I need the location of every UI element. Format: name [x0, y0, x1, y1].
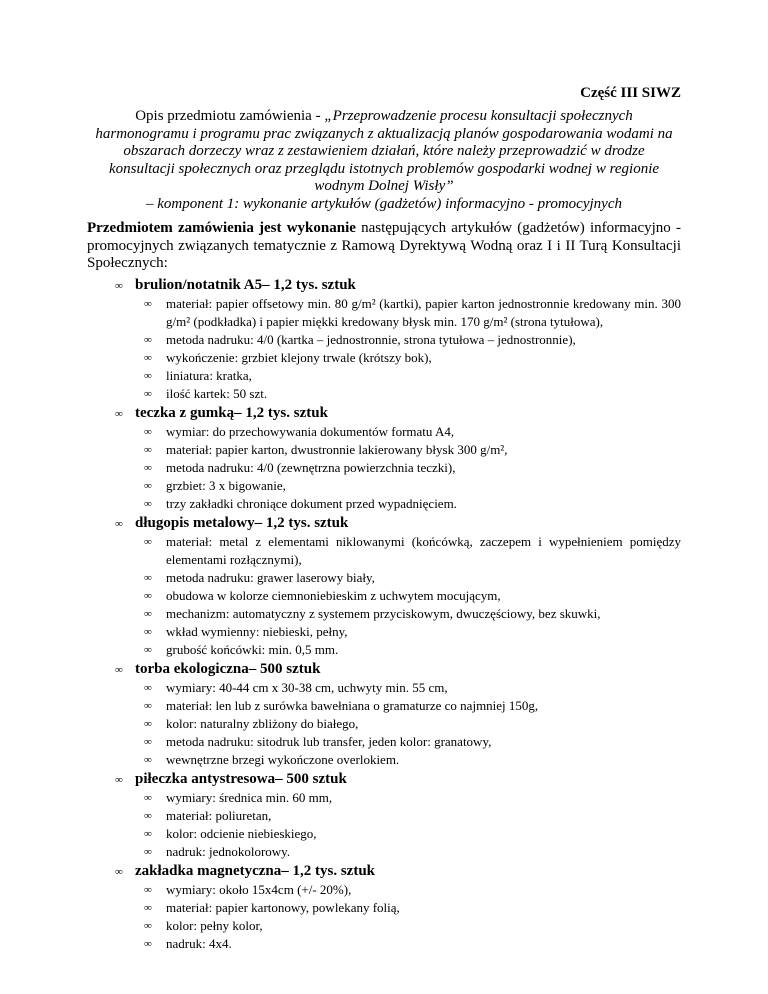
spec-text: mechanizm: automatyczny z systemem przyciskowym, dwuczęściowy, bez skuwki, — [166, 606, 601, 621]
spec-list-item — [87, 807, 681, 825]
bullet-icon: ∞ — [144, 370, 152, 382]
bullet-icon: ∞ — [144, 718, 152, 730]
item-quantity: – 500 sztuk — [275, 771, 347, 787]
spec-text: wymiary: około 15x4cm (+/- 20%), — [166, 882, 352, 897]
title-project-name: „Przeprowadzenie procesu konsultacji społecznych harmonogramu i programu prac związanych z aktualizacją planów gospodarowania wodami na obszarach dorzeczy wraz z zestawieniem działań, które należy przeprowadzić w drodze konsultacji społecznych oraz przeglądu istotnych problemów gospodarki wodnej w regionie wodnym Dolnej Wisły” — [95, 108, 673, 194]
item-spec-list — [87, 533, 681, 659]
spec-list-item — [87, 533, 681, 569]
bullet-icon: ∞ — [144, 334, 152, 346]
bullet-icon: ∞ — [144, 792, 152, 804]
bullet-icon: ∞ — [144, 846, 152, 858]
spec-list-item — [87, 477, 681, 495]
item-quantity: – 1,2 tys. sztuk — [262, 277, 356, 293]
intro-paragraph — [87, 220, 681, 273]
bullet-icon: ∞ — [115, 408, 123, 420]
spec-list-item — [87, 623, 681, 641]
spec-text: materiał: metal z elementami niklowanymi (końcówką, zaczepem i wypełnieniem pomiędzy elementami rozłącznymi), — [166, 534, 681, 567]
bullet-icon: ∞ — [144, 920, 152, 932]
part-header: Część III SIWZ — [580, 85, 681, 101]
spec-text: wymiary: średnica min. 60 mm, — [166, 790, 333, 805]
spec-text: materiał: papier karton, dwustronnie lakierowany błysk 300 g/m², — [166, 442, 508, 457]
spec-list-item — [87, 935, 681, 953]
item-name: długopis metalowy — [135, 515, 255, 531]
item-quantity: – 1,2 tys. sztuk — [234, 405, 328, 421]
title-lead: Opis przedmiotu zamówienia - — [135, 108, 325, 124]
title-component: – komponent 1: wykonanie artykułów (gadżetów) informacyjno - promocyjnych — [145, 195, 622, 212]
item-name: piłeczka antystresowa — [135, 771, 276, 787]
bullet-icon: ∞ — [144, 810, 152, 822]
item-section-heading — [87, 513, 681, 533]
spec-list-item — [87, 349, 681, 367]
bullet-icon: ∞ — [115, 518, 123, 530]
item-section-heading — [87, 403, 681, 423]
spec-list-item — [87, 641, 681, 659]
spec-list-item — [87, 825, 681, 843]
bullet-icon: ∞ — [144, 480, 152, 492]
bullet-icon: ∞ — [115, 280, 123, 292]
spec-list-item — [87, 295, 681, 331]
spec-list-item — [87, 881, 681, 899]
spec-text: wkład wymienny: niebieski, pełny, — [166, 624, 348, 639]
spec-text: materiał: papier kartonowy, powlekany folią, — [166, 900, 400, 915]
document-title — [90, 108, 678, 213]
spec-text: trzy zakładki chroniące dokument przed wypadnięciem. — [166, 496, 457, 511]
bullet-icon: ∞ — [144, 736, 152, 748]
bullet-icon: ∞ — [144, 590, 152, 602]
spec-text: metoda nadruku: 4/0 (kartka – jednostronnie, strona tytułowa – jednostronnie), — [166, 332, 576, 347]
spec-text: wewnętrzne brzegi wykończone overlokiem. — [166, 752, 400, 767]
spec-text: kolor: pełny kolor, — [166, 918, 263, 933]
item-name: zakładka magnetyczna — [135, 863, 282, 879]
item-spec-list — [87, 295, 681, 403]
spec-text: nadruk: jednokolorowy. — [166, 844, 291, 859]
bullet-icon: ∞ — [144, 444, 152, 456]
spec-list-item — [87, 385, 681, 403]
item-quantity: – 1,2 tys. sztuk — [254, 515, 349, 531]
spec-text: grubość końcówki: min. 0,5 mm. — [166, 642, 339, 657]
item-section — [87, 275, 681, 403]
spec-list-item — [87, 423, 681, 441]
bullet-icon: ∞ — [144, 682, 152, 694]
spec-text: materiał: len lub z surówka bawełniana o gramaturze co najmniej 150g, — [166, 698, 539, 713]
bullet-icon: ∞ — [144, 884, 152, 896]
spec-list-item — [87, 495, 681, 513]
bullet-icon: ∞ — [144, 298, 152, 310]
items-list — [87, 275, 681, 953]
spec-text: metoda nadruku: sitodruk lub transfer, jeden kolor: granatowy, — [166, 734, 492, 749]
bullet-icon: ∞ — [144, 572, 152, 584]
spec-text: nadruk: 4x4. — [166, 936, 232, 951]
item-quantity: – 1,2 tys. sztuk — [281, 863, 376, 879]
bullet-icon: ∞ — [144, 608, 152, 620]
spec-list-item — [87, 587, 681, 605]
spec-list-item — [87, 459, 681, 477]
item-section — [87, 659, 681, 769]
spec-list-item — [87, 331, 681, 349]
item-section — [87, 861, 681, 953]
spec-list-item — [87, 569, 681, 587]
intro-text: następujących artykułów (gadżetów) informacyjno - promocyjnych związanych tematycznie z Ramową Dyrektywą Wodną oraz I i II Turą Konsultacji Społecznych: — [87, 220, 681, 271]
bullet-icon: ∞ — [144, 388, 152, 400]
spec-list-item — [87, 843, 681, 861]
item-quantity: – 500 sztuk — [248, 661, 321, 677]
bullet-icon: ∞ — [115, 866, 123, 878]
item-name: brulion/notatnik A5 — [135, 277, 263, 293]
spec-text: metoda nadruku: grawer laserowy biały, — [166, 570, 375, 585]
spec-text: wymiary: 40-44 cm x 30-38 cm, uchwyty min. 55 cm, — [166, 680, 448, 695]
spec-list-item — [87, 679, 681, 697]
spec-text: kolor: odcienie niebieskiego, — [166, 826, 317, 841]
spec-list-item — [87, 751, 681, 769]
spec-text: liniatura: kratka, — [166, 368, 252, 383]
item-spec-list — [87, 679, 681, 769]
bullet-icon: ∞ — [144, 352, 152, 364]
bullet-icon: ∞ — [144, 644, 152, 656]
bullet-icon: ∞ — [144, 626, 152, 638]
spec-list-item — [87, 605, 681, 623]
item-section-heading — [87, 769, 681, 789]
spec-list-item — [87, 697, 681, 715]
bullet-icon: ∞ — [144, 536, 152, 548]
intro-bold: Przedmiotem zamówienia jest wykonanie — [87, 220, 356, 236]
bullet-icon: ∞ — [144, 754, 152, 766]
spec-list-item — [87, 789, 681, 807]
spec-text: kolor: naturalny zbliżony do białego, — [166, 716, 359, 731]
spec-text: wymiar: do przechowywania dokumentów formatu A4, — [166, 424, 455, 439]
bullet-icon: ∞ — [144, 700, 152, 712]
item-section-heading — [87, 275, 681, 295]
bullet-icon: ∞ — [115, 774, 123, 786]
item-section — [87, 513, 681, 659]
bullet-icon: ∞ — [144, 938, 152, 950]
item-spec-list — [87, 423, 681, 513]
spec-text: wykończenie: grzbiet klejony trwale (krótszy bok), — [166, 350, 432, 365]
bullet-icon: ∞ — [144, 902, 152, 914]
spec-list-item — [87, 367, 681, 385]
spec-list-item — [87, 715, 681, 733]
spec-text: materiał: poliuretan, — [166, 808, 272, 823]
spec-list-item — [87, 441, 681, 459]
spec-text: grzbiet: 3 x bigowanie, — [166, 478, 286, 493]
spec-text: metoda nadruku: 4/0 (zewnętrzna powierzchnia teczki), — [166, 460, 456, 475]
item-section — [87, 769, 681, 861]
spec-list-item — [87, 917, 681, 935]
bullet-icon: ∞ — [144, 828, 152, 840]
bullet-icon: ∞ — [115, 664, 123, 676]
item-spec-list — [87, 881, 681, 953]
item-section — [87, 403, 681, 513]
spec-text: obudowa w kolorze ciemnoniebieskim z uchwytem mocującym, — [166, 588, 501, 603]
bullet-icon: ∞ — [144, 462, 152, 474]
spec-list-item — [87, 733, 681, 751]
item-section-heading — [87, 861, 681, 881]
bullet-icon: ∞ — [144, 426, 152, 438]
spec-text: materiał: papier offsetowy min. 80 g/m² (kartki), papier karton jednostronnie kredowany min. 300 g/m² (podkładka) i papier miękki kredowany błysk min. 170 g/m² (strona tytułowa), — [166, 296, 681, 329]
spec-text: ilość kartek: 50 szt. — [166, 386, 268, 401]
bullet-icon: ∞ — [144, 498, 152, 510]
item-name: torba ekologiczna — [135, 661, 249, 677]
item-spec-list — [87, 789, 681, 861]
spec-list-item — [87, 899, 681, 917]
item-name: teczka z gumką — [135, 405, 235, 421]
item-section-heading — [87, 659, 681, 679]
